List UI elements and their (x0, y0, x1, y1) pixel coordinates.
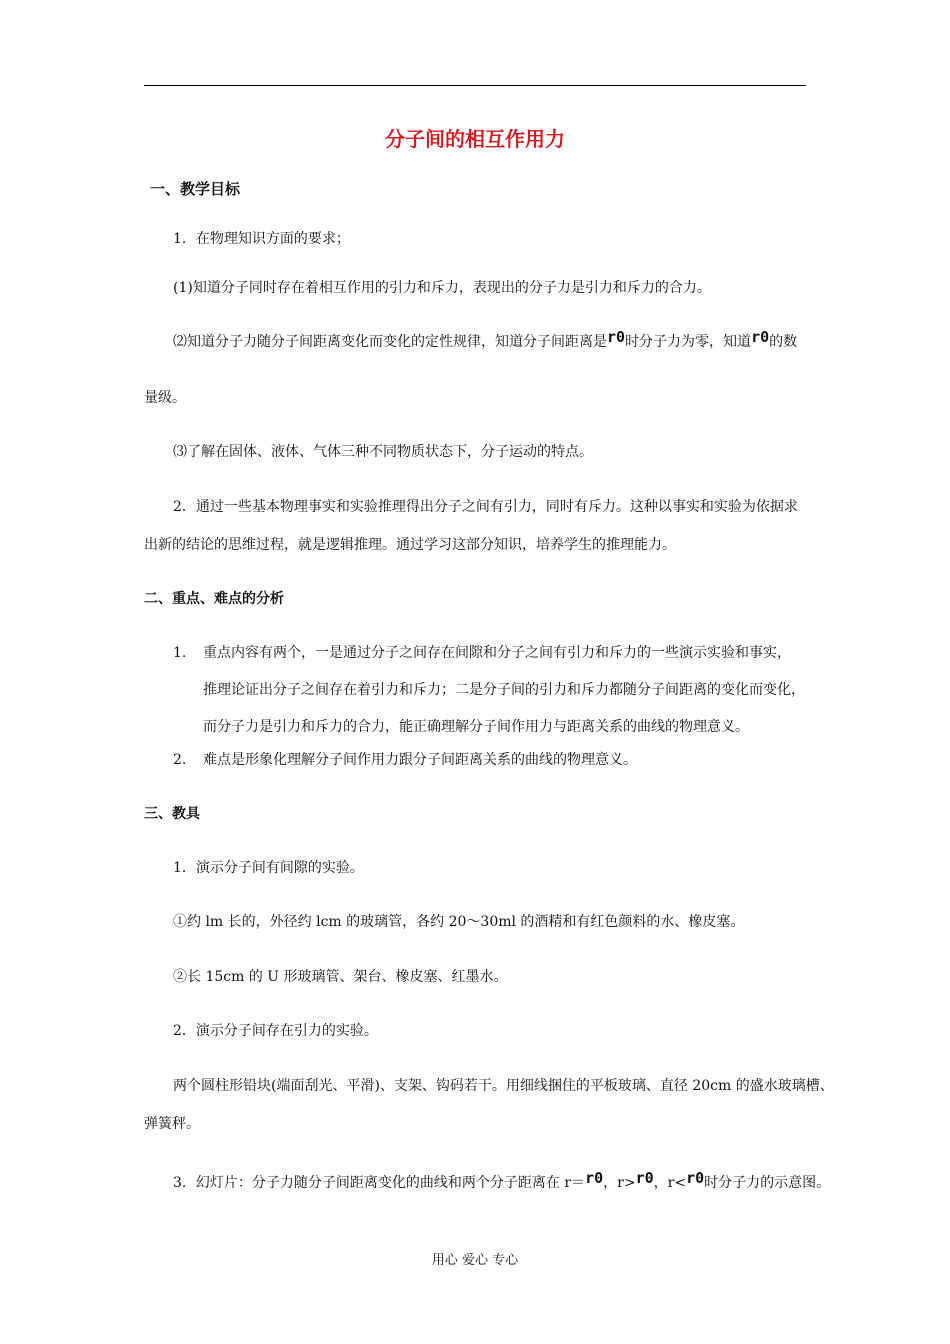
aid-item-1: 1．演示分子间有间隙的实验。 (173, 860, 364, 876)
objective-item-2-line-1: 2．通过一些基本物理事实和实验推理得出分子之间有引力，同时有斥力。这种以事实和实验为依据求 (173, 499, 798, 515)
aid-item-3-part-a: 3．幻灯片：分子力随分子间距离变化的曲线和两个分子距离在 r＝ (173, 1175, 586, 1191)
objective-sub-2-part-c: 的数 (769, 334, 798, 350)
objective-sub-2 (173, 328, 798, 351)
aid-item-3-part-d: 时分子力的示意图。 (704, 1175, 831, 1191)
aid-item-1-b: ②长 15cm 的 U 形玻璃管、架台、橡皮塞、红墨水。 (173, 969, 508, 985)
r0-symbol: r0 (607, 328, 626, 346)
key-point-text: 难点是形象化理解分子间作用力跟分子间距离关系的曲线的物理意义。 (203, 752, 637, 768)
r0-symbol: r0 (635, 1169, 654, 1187)
key-point-item-1-line-3: 而分子力是引力和斥力的合力，能正确理解分子间作用力与距离关系的曲线的物理意义。 (203, 719, 749, 735)
section-heading-key-points: 二、重点、难点的分析 (144, 591, 284, 607)
page-footer: 用心 爱心 专心 (431, 1253, 519, 1268)
key-point-text: 重点内容有两个，一是通过分子之间存在间隙和分子之间有引力和斥力的一些演示实验和事实， (203, 645, 791, 661)
key-point-item-1-line-1 (173, 642, 791, 662)
list-number: 1. (173, 645, 187, 661)
document-title: 分子间的相互作用力 (385, 127, 565, 151)
key-point-item-1-line-2: 推理论证出分子之间存在着引力和斥力；二是分子间的引力和斥力都随分子间距离的变化而变化， (203, 682, 805, 698)
aid-item-3-part-b: ，r> (603, 1175, 636, 1191)
objective-sub-2-continuation: 量级。 (144, 390, 186, 406)
objective-sub-3: ⑶了解在固体、液体、气体三种不同物质状态下，分子运动的特点。 (173, 444, 593, 460)
section-heading-objectives: 一、教学目标 (150, 180, 241, 198)
header-rule (144, 85, 806, 86)
r0-symbol: r0 (585, 1169, 604, 1187)
aid-item-2-line-1: 两个圆柱形铅块(端面刮光、平滑)、支架、钩码若干。用细线捆住的平板玻璃、直径 20cm 的盛水玻璃槽、 (173, 1078, 834, 1094)
list-number: 2. (173, 752, 187, 768)
aid-item-3-part-c: ，r< (653, 1175, 687, 1191)
r0-symbol: r0 (686, 1169, 705, 1187)
r0-symbol: r0 (751, 328, 770, 346)
key-point-item-2 (173, 749, 637, 769)
section-heading-teaching-aids: 三、教具 (144, 806, 200, 822)
objective-sub-2-part-a: ⑵知道分子力随分子间距离变化而变化的定性规律，知道分子间距离是 (173, 334, 607, 350)
objective-sub-1: (1)知道分子同时存在着相互作用的引力和斥力，表现出的分子力是引力和斥力的合力。 (173, 280, 711, 296)
aid-item-1-a: ①约 lm 长的，外径约 lcm 的玻璃管，各约 20～30ml 的酒精和有红色颜料的水、橡皮塞。 (173, 914, 745, 930)
objective-item-1: 1．在物理知识方面的要求； (173, 231, 350, 247)
aid-item-2: 2．演示分子间存在引力的实验。 (173, 1023, 378, 1039)
objective-item-2-line-2: 出新的结论的思维过程，就是逻辑推理。通过学习这部分知识，培养学生的推理能力。 (144, 537, 676, 553)
aid-item-2-line-2: 弹簧秤。 (144, 1116, 200, 1132)
aid-item-3 (173, 1169, 831, 1192)
objective-sub-2-part-b: 时分子力为零，知道 (625, 334, 752, 350)
